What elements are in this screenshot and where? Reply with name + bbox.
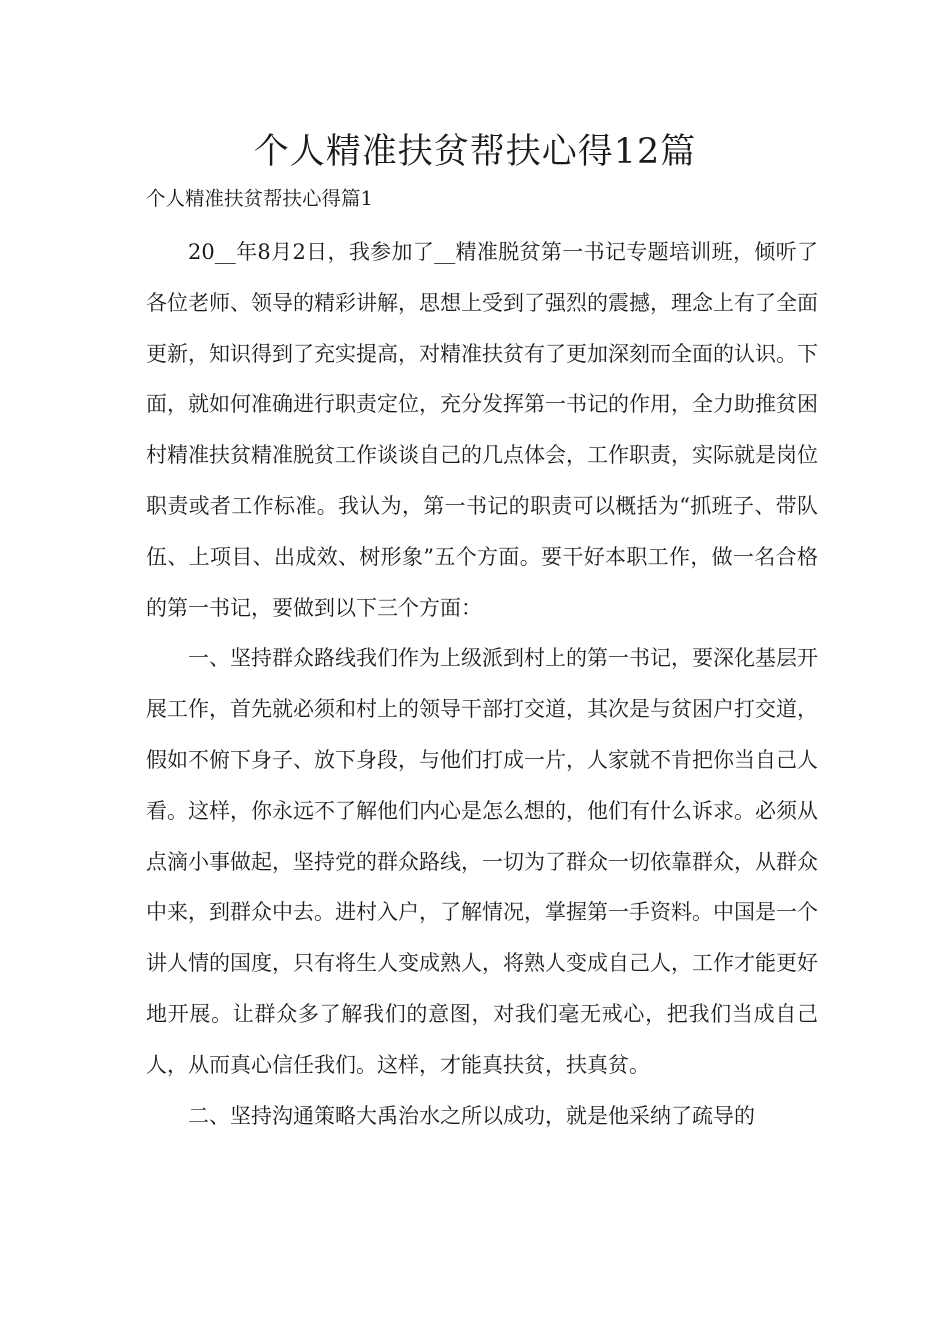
- section-heading: 个人精准扶贫帮扶心得篇1: [146, 187, 373, 210]
- paragraph-mass-line: 一、坚持群众路线我们作为上级派到村上的第一书记，要深化基层开展工作，首先就必须和村上的领导干部打交道，其次是与贫困户打交道，假如不俯下身子、放下身段，与他们打成一片，人家就不肯把你当自己人看。这样，你永远不了解他们内心是怎么想的，他们有什么诉求。必须从点滴小事做起，坚持党的群众路线，一切为了群众一切依靠群众，从群众中来，到群众中去。进村入户，了解情况，掌握第一手资料。中国是一个讲人情的国度，只有将生人变成熟人，将熟人变成自己人，工作才能更好地开展。让群众多了解我们的意图，对我们毫无戒心，把我们当成自己人，从而真心信任我们。这样，才能真扶贫，扶真贫。: [146, 646, 818, 1077]
- paragraph-intro: 20__年8月2日，我参加了__精准脱贫第一书记专题培训班，倾听了各位老师、领导的精彩讲解，思想上受到了强烈的震撼，理念上有了全面更新，知识得到了充实提高，对精准扶贫有了更加深刻而全面的认识。下面，就如何准确进行职责定位，充分发挥第一书记的作用，全力助推贫困村精准扶贫精准脱贫工作谈谈自己的几点体会，工作职责，实际就是岗位职责或者工作标准。我认为，第一书记的职责可以概括为“抓班子、带队伍、上项目、出成效、树形象”五个方面。要干好本职工作，做一名合格的第一书记，要做到以下三个方面：: [146, 240, 818, 620]
- document-body: [146, 227, 818, 1141]
- paragraph-communication: 二、坚持沟通策略大禹治水之所以成功，就是他采纳了疏导的: [188, 1103, 755, 1128]
- document-title: 个人精准扶贫帮扶心得12篇: [253, 132, 697, 172]
